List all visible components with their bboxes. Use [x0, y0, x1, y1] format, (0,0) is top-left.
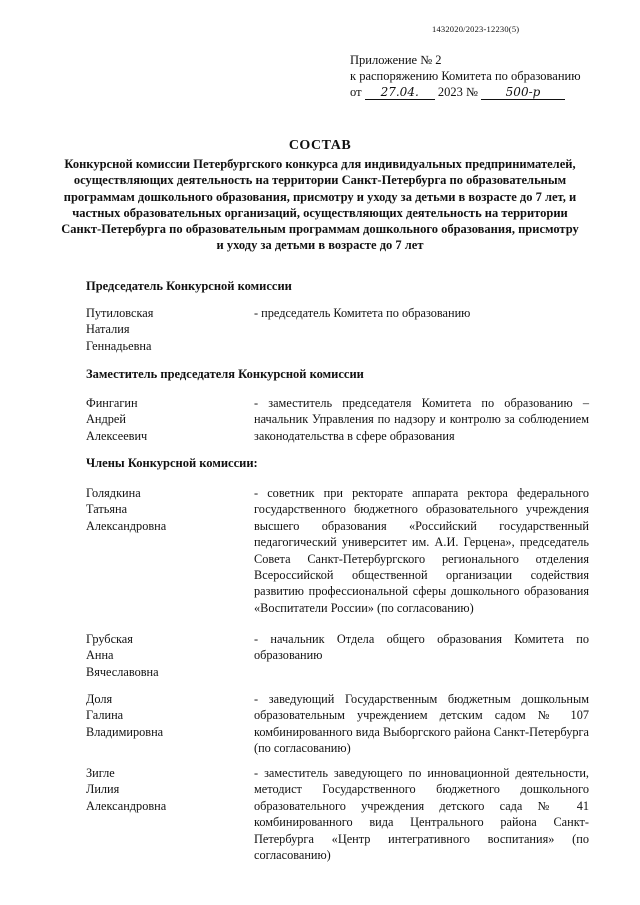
title-heading: СОСТАВ	[288, 138, 352, 153]
handwritten-number: 500-р	[481, 85, 565, 100]
person-role: - заместитель председателя Комитета по образованию – начальник Управления по надзору и контролю за соблюдением законодательства в сфере образования	[254, 396, 589, 443]
person-first-name: Галина	[86, 708, 124, 723]
person-name	[86, 485, 246, 534]
person-first-name: Лилия	[86, 782, 120, 797]
person-surname: Путиловская	[86, 306, 154, 320]
person-patronymic: Геннадьевна	[86, 338, 152, 353]
person-first-name: Наталия	[86, 322, 130, 337]
person-patronymic: Владимировна	[86, 724, 164, 739]
person-name	[86, 395, 246, 444]
person-first-name: Татьяна	[86, 502, 128, 517]
person-role: - заведующий Государственным бюджетным дошкольным образовательным учреждением детским садом № 107 комбинированного вида Выборгского района Санкт-Петербурга (по согласованию)	[254, 692, 589, 756]
document-number: 1432020/2023-12230(5)	[432, 24, 520, 34]
section-deputy: Заместитель председателя Конкурсной комиссии	[86, 367, 364, 381]
person-role: - советник при ректорате аппарата ректора федерального государственного бюджетного образовательного учреждения высшего образования «Российский государственный педагогический университет им. А.И. Герцена», председатель Совета Санкт-Петербургского регионального отделения Всероссийской общественной организации содействия развитию профессиональной сферы дошкольного образования «Воспитатели России» (по согласованию)	[254, 486, 589, 615]
person-surname: Фингагин	[86, 396, 138, 410]
appendix-title: Приложение № 2	[350, 53, 442, 67]
title-subtitle: Конкурсной комиссии Петербургского конкурса для индивидуальных предпринимателей, осуществляющих деятельность на территории Санкт-Петербурга по образовательным программам дошкольного образования, присмотру и уходу за детьми в возрасте до 7 лет, и частных образовательных организаций, осуществляющих деятельность на территории Санкт-Петербурга по образовательным программам дошкольного образования, присмотру и уходу за детьми в возрасте до 7 лет	[61, 157, 579, 253]
appendix-block	[350, 52, 581, 100]
handwritten-date: 27.04.	[365, 85, 435, 100]
person-surname: Грубская	[86, 632, 133, 646]
person-role: - председатель Комитета по образованию	[254, 306, 471, 320]
document-title	[60, 138, 580, 253]
person-name	[86, 305, 246, 354]
section-members: Члены Конкурсной комиссии:	[86, 456, 258, 470]
from-label: от	[350, 85, 362, 99]
person-role: - начальник Отдела общего образования Комитета по образованию	[254, 632, 589, 663]
person-surname: Доля	[86, 692, 113, 706]
person-role: - заместитель заведующего по инновационной деятельности, методист Государственного бюджетного дошкольного образовательного учреждения детского сада № 41 комбинированного вида Центрального района Санкт-Петербурга «Центр интегративного воспитания» (по согласованию)	[254, 766, 589, 863]
year-label: 2023 №	[437, 85, 478, 99]
person-name	[86, 691, 246, 740]
person-patronymic: Алексеевич	[86, 428, 148, 443]
person-surname: Голядкина	[86, 486, 141, 500]
person-name	[86, 765, 246, 814]
appendix-reference: к распоряжению Комитета по образованию	[350, 69, 581, 83]
section-chair: Председатель Конкурсной комиссии	[86, 279, 292, 293]
person-patronymic: Александровна	[86, 518, 167, 533]
person-patronymic: Вячеславовна	[86, 664, 159, 679]
person-first-name: Анна	[86, 648, 114, 663]
person-first-name: Андрей	[86, 412, 126, 427]
person-patronymic: Александровна	[86, 798, 167, 813]
person-surname: Зигле	[86, 766, 115, 780]
person-name	[86, 631, 246, 680]
appendix-date-line	[350, 84, 581, 100]
